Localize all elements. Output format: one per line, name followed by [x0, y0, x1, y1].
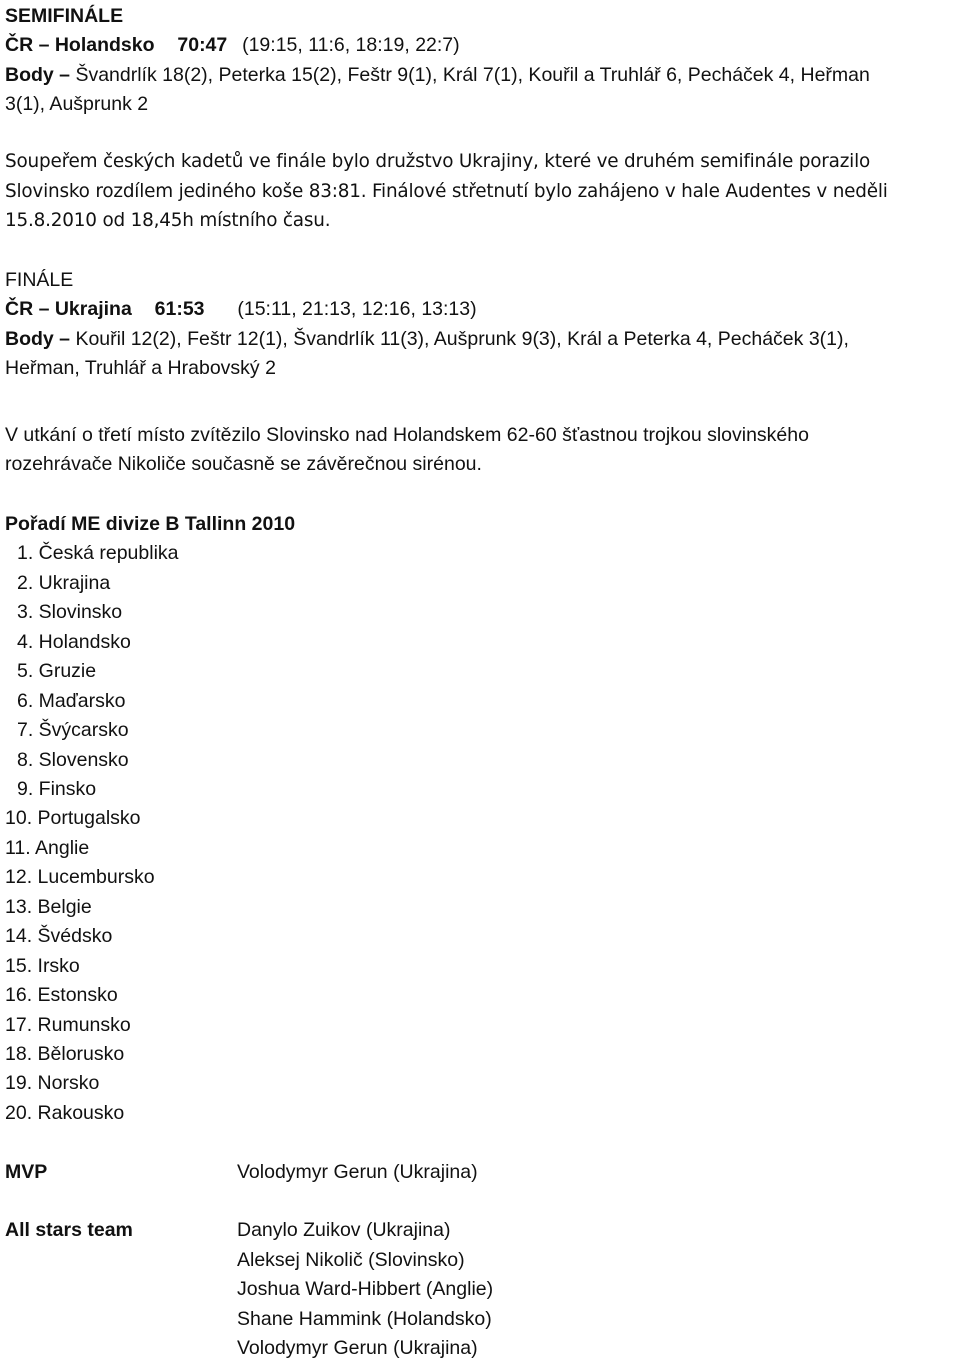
list-item: 6. Maďarsko [17, 690, 126, 712]
list-item: 15. Irsko [5, 955, 80, 977]
list-item: 8. Slovensko [17, 749, 129, 771]
mvp-value: Volodymyr Gerun (Ukrajina) [237, 1161, 478, 1183]
final-points-line-1 [5, 327, 849, 351]
final-points-label: Body – [5, 328, 71, 350]
list-item: Shane Hammink (Holandsko) [237, 1308, 492, 1330]
semifinal-paragraph-line-3: 15.8.2010 od 18,45h místního času. [5, 210, 331, 231]
list-item: Aleksej Nikolič (Slovinsko) [237, 1249, 465, 1271]
list-item: 16. Estonsko [5, 984, 118, 1006]
semifinal-match-teams: ČR – Holandsko [5, 34, 155, 56]
allstars-label: All stars team [5, 1219, 133, 1241]
mvp-label: MVP [5, 1161, 48, 1183]
semifinal-points-text-1: Švandrlík 18(2), Peterka 15(2), Feštr 9(1), Král 7(1), Kouřil a Truhlář 6, Pecháček 4, Heřman [75, 64, 870, 86]
semifinal-points-line-1 [5, 63, 870, 87]
semifinal-paragraph-line-1: Soupeřem českých kadetů ve finále bylo družstvo Ukrajiny, které ve druhém semifinále porazilo [5, 151, 871, 172]
list-item: 9. Finsko [17, 778, 97, 800]
list-item: 12. Lucembursko [5, 866, 155, 888]
final-match-teams: ČR – Ukrajina [5, 298, 132, 320]
semifinal-heading: SEMIFINÁLE [5, 5, 124, 27]
final-match-line [5, 297, 477, 321]
list-item: 13. Belgie [5, 896, 92, 918]
list-item: 18. Bělorusko [5, 1043, 125, 1065]
final-points-text-2: Heřman, Truhlář a Hrabovský 2 [5, 357, 276, 379]
standings-heading: Pořadí ME divize B Tallinn 2010 [5, 513, 296, 535]
list-item: Volodymyr Gerun (Ukrajina) [237, 1337, 478, 1359]
list-item: 3. Slovinsko [17, 601, 123, 623]
semifinal-points-label: Body – [5, 64, 71, 86]
list-item: Danylo Zuikov (Ukrajina) [237, 1219, 451, 1241]
final-match-score: 61:53 [154, 298, 205, 320]
final-match-quarters: (15:11, 21:13, 12:16, 13:13) [237, 298, 477, 320]
list-item: 5. Gruzie [17, 660, 97, 682]
semifinal-match-line [5, 33, 460, 57]
list-item: 2. Ukrajina [17, 572, 111, 594]
list-item: 17. Rumunsko [5, 1014, 131, 1036]
final-points-text-1: Kouřil 12(2), Feštr 12(1), Švandrlík 11(3), Aušprunk 9(3), Král a Peterka 4, Pecháček 3(1), [75, 328, 849, 350]
semifinal-match-score: 70:47 [177, 34, 228, 56]
list-item: 7. Švýcarsko [17, 719, 129, 741]
list-item: 19. Norsko [5, 1072, 100, 1094]
list-item: 4. Holandsko [17, 631, 131, 653]
semifinal-points-text-2: 3(1), Aušprunk 2 [5, 93, 149, 115]
semifinal-paragraph-line-2: Slovinsko rozdílem jediného koše 83:81. Finálové střetnutí bylo zahájeno v hale Audentes v neděli [5, 181, 888, 202]
list-item: 20. Rakousko [5, 1102, 125, 1124]
list-item: 14. Švédsko [5, 925, 113, 947]
list-item: Joshua Ward-Hibbert (Anglie) [237, 1278, 494, 1300]
semifinal-match-quarters: (19:15, 11:6, 18:19, 22:7) [242, 34, 460, 56]
list-item: 11. Anglie [5, 837, 90, 859]
list-item: 1. Česká republika [17, 542, 179, 564]
final-paragraph-line-2: rozehrávače Nikoliče současně se závěrečnou sirénou. [5, 453, 482, 475]
final-paragraph-line-1: V utkání o třetí místo zvítězilo Slovinsko nad Holandskem 62-60 šťastnou trojkou slovinského [5, 424, 809, 446]
final-heading: FINÁLE [5, 269, 74, 291]
list-item: 10. Portugalsko [5, 807, 141, 829]
